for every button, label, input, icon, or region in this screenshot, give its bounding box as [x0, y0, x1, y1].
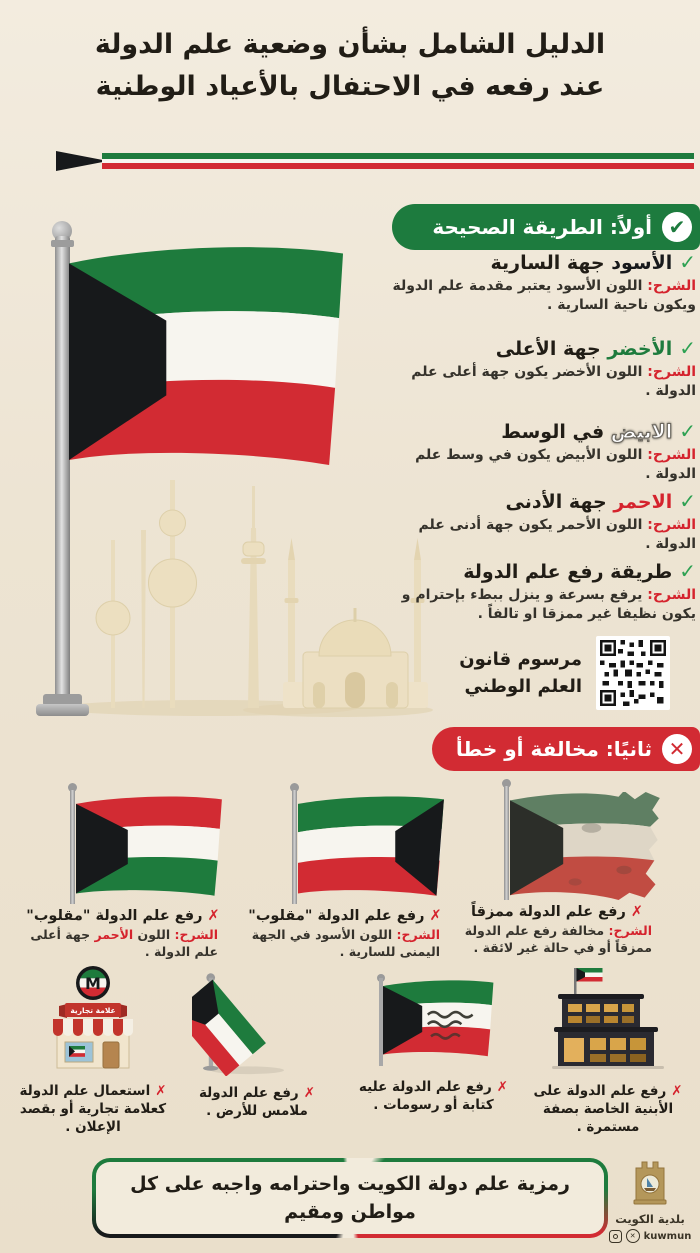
flag-pole	[55, 236, 70, 704]
explanation-label: الشرح:	[608, 923, 652, 938]
check-circle-icon: ✔	[662, 212, 692, 242]
misuse-column-writing	[356, 970, 511, 1114]
municipality-name: بلدية الكويت	[615, 1212, 685, 1226]
small-flag-pole	[292, 790, 297, 904]
item-title: ✓الأسود جهة السارية	[490, 250, 696, 274]
page-title-line-1: الدليل الشامل بشأن وضعية علم الدولة	[94, 29, 606, 60]
qr-label-line-2: العلم الوطني	[464, 676, 582, 697]
item-explanation: الشرح: اللون الأسود يعتبر مقدمة علم الدولة ويكون ناحية السارية .	[392, 278, 696, 313]
shop-trademark-icon	[45, 964, 141, 1074]
misuse-caption: ✗رفع علم الدولة عليه كتابة أو رسومات .	[358, 1079, 509, 1114]
item-title: ✓الأخضر جهة الأعلى	[495, 336, 696, 360]
item-title: ✓الاحمر جهة الأدنى	[505, 489, 696, 513]
checklist-item-red	[380, 489, 696, 554]
kuwait-skyline-illustration	[58, 468, 433, 718]
flag-caption: ✗رفع علم الدولة ممزقاً	[471, 904, 643, 920]
divider-black-triangle	[56, 151, 108, 171]
municipality-emblem-icon	[630, 1156, 670, 1206]
caption-cross-icon: ✗	[303, 1085, 315, 1101]
divider-stripes	[102, 153, 694, 169]
page-title-line-2: عند رفعه في الاحتفال بالأعياد الوطنية	[95, 70, 605, 102]
checklist-item-black	[380, 250, 696, 315]
cross-circle-icon: ✕	[662, 734, 692, 764]
footer-message	[96, 1162, 604, 1234]
flag-explanation: الشرح: اللون الأسود في الجهة اليمنى للسارية .	[251, 927, 440, 959]
caption-cross-icon: ✗	[155, 1083, 167, 1099]
item-explanation: الشرح: يرفع بسرعة و ينزل ببطء بإحترام و يكون نظيفا غير ممزقا او تالفاً .	[401, 587, 696, 622]
flag-explanation: الشرح: مخالفة رفع علم الدولة ممزقاً أو في حالة غير لائقة .	[464, 923, 652, 955]
item-check-icon: ✓	[679, 336, 696, 360]
explanation-label: الشرح:	[647, 447, 696, 463]
instagram-icon[interactable]	[609, 1230, 622, 1243]
flag-caption: ✗رفع علم الدولة "مقلوب"	[248, 908, 442, 924]
x-icon[interactable]: ✕	[626, 1229, 640, 1243]
item-check-icon: ✓	[679, 489, 696, 513]
item-check-icon: ✓	[679, 419, 696, 443]
explanation-label: الشرح:	[647, 364, 696, 380]
trademark-letter: M	[85, 974, 101, 993]
flag-illustration	[18, 786, 228, 908]
item-explanation: الشرح: اللون الأبيض يكون في وسط علم الدولة .	[415, 447, 696, 482]
social-handle[interactable]: kuwmun	[643, 1230, 692, 1242]
correct-section-header	[392, 204, 700, 250]
correct-section-title: أولاً: الطريقة الصحيحة	[432, 215, 652, 239]
explanation-label: الشرح:	[174, 927, 218, 942]
item-explanation: الشرح: اللون الأحمر يكون جهة أدنى علم الدولة .	[418, 517, 696, 552]
checklist-item-white	[380, 419, 696, 484]
caption-cross-icon: ✗	[429, 908, 442, 924]
misuse-caption: ✗استعمال علم الدولة كعلامة تجارية أو بقصد الإعلان .	[19, 1083, 167, 1136]
footer-message-line-1: رمزية علم دولة الكويت واحترامه واجبه على كل	[130, 1172, 570, 1195]
explanation-label: الشرح:	[647, 278, 696, 294]
flag-explanation: الشرح: اللون الأحمر جهة أعلى علم الدولة .	[30, 927, 218, 959]
wrong-flag-column-torn	[452, 782, 662, 956]
building-flag-icon	[544, 962, 672, 1074]
flag-illustration	[240, 786, 450, 908]
footer-message-line-2: مواطن ومقيم	[284, 1201, 416, 1223]
qr-label	[459, 646, 582, 700]
written-flag-icon	[369, 970, 499, 1070]
wrong-flag-column-inverted	[18, 786, 228, 960]
wrong-section-title: ثانيًا: مخالفة أو خطأ	[455, 737, 652, 761]
caption-cross-icon: ✗	[496, 1079, 509, 1095]
flag-pole-base-plate	[36, 704, 89, 716]
caption-cross-icon: ✗	[630, 904, 643, 920]
caption-cross-icon: ✗	[671, 1083, 683, 1099]
item-title: ✓طريقة رفع علم الدولة	[463, 559, 696, 583]
qr-label-line-1: مرسوم قانون	[459, 649, 582, 670]
kuwait-flag-main	[69, 246, 347, 470]
misuse-column-ground	[182, 968, 332, 1120]
reversed-flag-icon	[298, 796, 446, 898]
wrong-section-header	[432, 727, 700, 771]
small-flag-pole	[70, 790, 75, 904]
explanation-label: الشرح:	[647, 517, 696, 533]
item-explanation: الشرح: اللون الأخضر يكون جهة أعلى علم الدولة .	[411, 364, 696, 399]
qr-row	[459, 636, 670, 710]
page-title	[0, 24, 700, 108]
item-check-icon: ✓	[679, 250, 696, 274]
small-flag-pole	[504, 786, 509, 900]
checklist-item-raising	[380, 559, 696, 624]
social-row	[604, 1229, 696, 1243]
drooping-flag-icon	[192, 968, 322, 1076]
misuse-caption: ✗رفع علم الدولة ملامس للأرض .	[198, 1085, 315, 1120]
qr-code[interactable]	[596, 636, 670, 710]
item-title: ✓الابيض في الوسط	[501, 419, 696, 443]
wrong-flag-column-reversed	[240, 786, 450, 960]
flag-divider	[56, 151, 694, 171]
misuse-caption: ✗رفع علم الدولة على الأبنية الخاصة بصفة مستمرة .	[533, 1083, 683, 1136]
inverted-flag-icon	[76, 796, 224, 898]
item-check-icon: ✓	[679, 559, 696, 583]
divider-red-stripe	[102, 163, 694, 169]
caption-cross-icon: ✗	[207, 908, 220, 924]
flag-caption: ✗رفع علم الدولة "مقلوب"	[26, 908, 220, 924]
municipality-block	[604, 1156, 696, 1243]
flag-illustration	[452, 782, 662, 904]
torn-flag-icon	[510, 792, 662, 900]
explanation-label: الشرح:	[647, 587, 696, 603]
explanation-label: الشرح:	[396, 927, 440, 942]
checklist-item-green	[380, 336, 696, 401]
footer-message-box	[92, 1158, 608, 1238]
misuse-column-building	[528, 962, 688, 1137]
trademark-ribbon-label: علامة تجارية	[70, 1006, 116, 1015]
misuse-column-trademark	[14, 964, 172, 1137]
